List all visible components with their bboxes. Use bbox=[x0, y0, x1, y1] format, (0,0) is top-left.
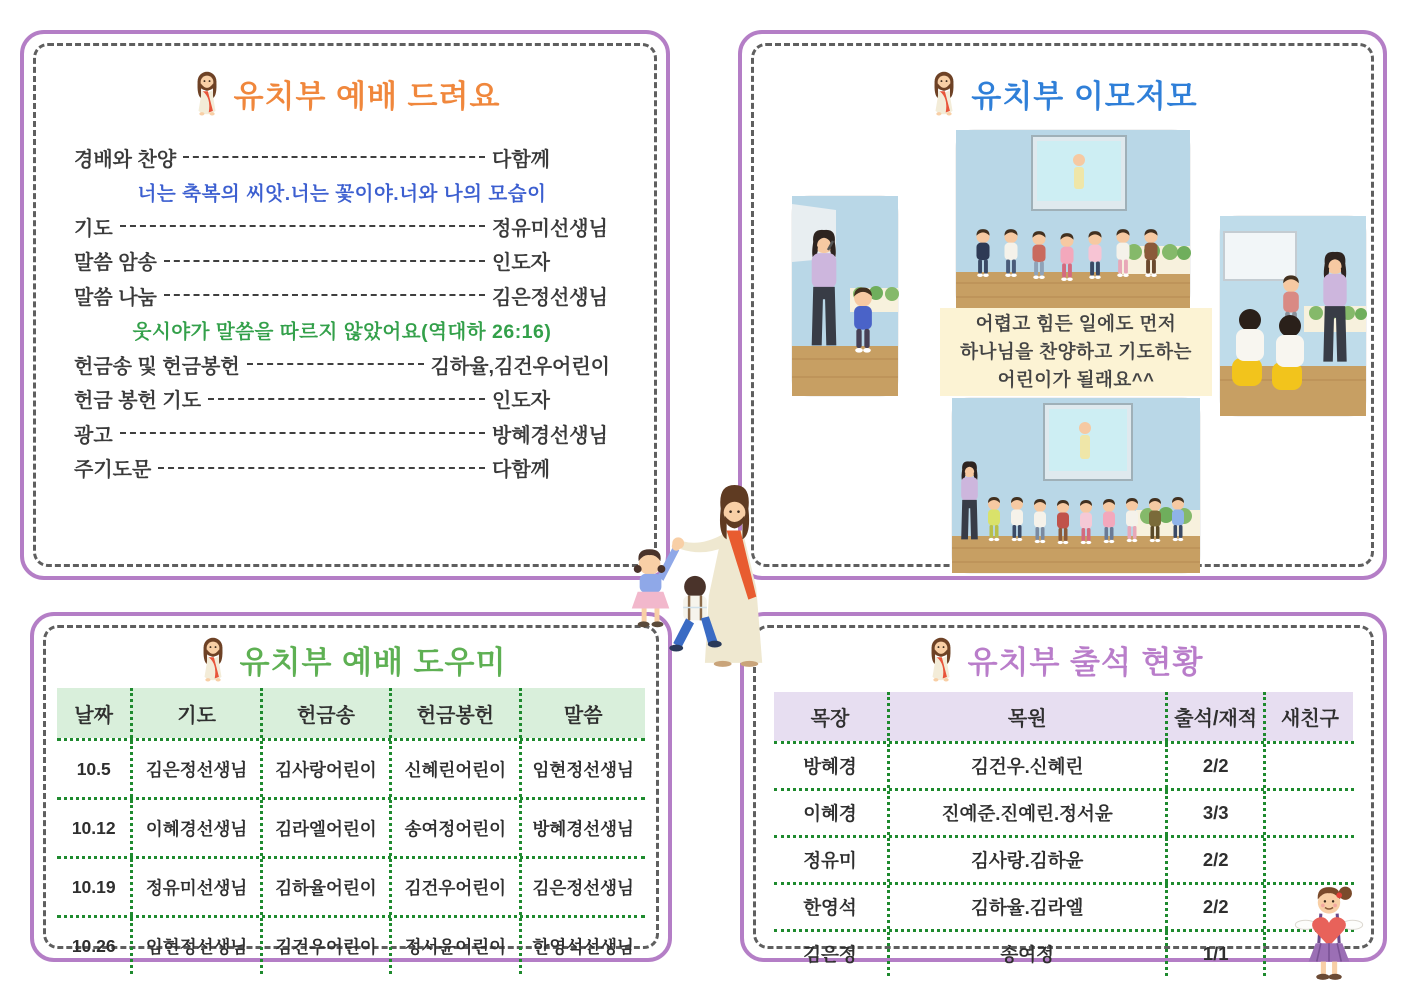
photo-children-singing-row-wide bbox=[952, 398, 1200, 573]
cell: 방혜경선생님 bbox=[532, 818, 634, 839]
cell: 10.12 bbox=[57, 800, 133, 856]
table-row bbox=[57, 859, 645, 918]
attendance-table bbox=[774, 692, 1354, 976]
cell: 김사랑어린이 bbox=[263, 741, 392, 797]
table-row bbox=[774, 744, 1354, 791]
order-item bbox=[74, 382, 610, 417]
cell: 2/2 bbox=[1168, 744, 1267, 788]
cell: 김라엘어린이 bbox=[263, 800, 392, 856]
panel-moments bbox=[738, 30, 1387, 580]
column-header: 목장 bbox=[774, 692, 890, 741]
cell: 김은정 bbox=[774, 932, 890, 976]
dashed-frame bbox=[753, 625, 1374, 965]
cell: 이혜경 bbox=[774, 791, 890, 835]
jesus-icon bbox=[927, 70, 961, 116]
order-item bbox=[74, 278, 610, 313]
song-line: 너는 축복의 씨앗.너는 꽃이야.너와 나의 모습이 bbox=[137, 182, 547, 205]
table-row bbox=[774, 838, 1354, 885]
cell: 송여정 bbox=[890, 932, 1168, 976]
jesus-icon bbox=[924, 636, 958, 682]
cell: 신혜린어린이 bbox=[392, 741, 521, 797]
order-item-label: 헌금송 및 헌금봉헌 bbox=[74, 355, 240, 378]
helpers-table bbox=[57, 688, 645, 974]
column-header: 목원 bbox=[890, 692, 1168, 741]
cell: 10.19 bbox=[57, 859, 133, 915]
order-item-value: 방혜경선생님 bbox=[492, 424, 608, 447]
cell bbox=[1266, 838, 1353, 882]
dash-leader bbox=[208, 398, 485, 400]
cell: 2/2 bbox=[1168, 885, 1267, 929]
order-item-value: 김하율,김건우어린이 bbox=[430, 355, 610, 378]
dashed-frame bbox=[33, 43, 657, 567]
order-item-label: 주기도문 bbox=[74, 459, 152, 482]
cell: 2/2 bbox=[1168, 838, 1267, 882]
cell: 임현정선생님 bbox=[133, 918, 262, 974]
panel-worship-order bbox=[20, 30, 670, 580]
cell: 김은정선생님 bbox=[133, 741, 262, 797]
cell: 김건우어린이 bbox=[263, 918, 392, 974]
table-row bbox=[57, 918, 645, 974]
note-line: 어린이가 될래요^^ bbox=[997, 369, 1155, 390]
dash-leader bbox=[164, 260, 485, 262]
table-row bbox=[774, 885, 1354, 932]
column-header: 헌금봉헌 bbox=[392, 688, 521, 738]
order-item-label: 경배와 찬양 bbox=[74, 148, 177, 171]
cell: 정유미 bbox=[774, 838, 890, 882]
header-row bbox=[57, 688, 645, 741]
panel-helpers bbox=[30, 612, 672, 962]
column-header: 출석/재적 bbox=[1168, 692, 1267, 741]
photo-teacher-with-mic-and-child bbox=[792, 196, 898, 396]
order-item-value: 다함께 bbox=[492, 459, 550, 482]
cell: 김건우어린이 bbox=[392, 859, 521, 915]
order-item-value: 인도자 bbox=[492, 390, 550, 413]
order-item-value: 인도자 bbox=[492, 252, 550, 275]
dashed-frame bbox=[751, 43, 1374, 567]
order-item-label: 말씀 나눔 bbox=[74, 286, 157, 309]
cell: 한영석선생님 bbox=[532, 936, 634, 957]
cell bbox=[1266, 744, 1353, 788]
order-item-value: 김은정선생님 bbox=[492, 286, 608, 309]
dash-leader bbox=[183, 156, 485, 158]
cell: 한영석 bbox=[774, 885, 890, 929]
cell: 정서윤어린이 bbox=[392, 918, 521, 974]
column-header: 새친구 bbox=[1266, 692, 1353, 741]
cell: 1/1 bbox=[1168, 932, 1267, 976]
photo-teacher-children-yellow-chairs bbox=[1220, 216, 1366, 416]
order-item-label: 광고 bbox=[74, 424, 113, 447]
cell: 김건우.신혜린 bbox=[890, 744, 1168, 788]
attendance-title-row bbox=[756, 636, 1371, 682]
order-item bbox=[74, 451, 610, 486]
moments-title-row bbox=[754, 70, 1371, 116]
worship-order-list bbox=[36, 140, 654, 485]
cell: 김은정선생님 bbox=[532, 877, 634, 898]
jesus-icon bbox=[190, 70, 224, 116]
column-header: 말씀 bbox=[522, 688, 645, 738]
cell bbox=[1266, 791, 1353, 835]
girl-holding-heart-clipart bbox=[1293, 882, 1365, 984]
order-item bbox=[74, 416, 610, 451]
cell: 10.26 bbox=[57, 918, 133, 974]
table-row bbox=[57, 741, 645, 800]
order-item bbox=[74, 244, 610, 279]
note-line: 어렵고 힘든 일에도 먼저 bbox=[975, 313, 1177, 334]
cell: 김하율.김라엘 bbox=[890, 885, 1168, 929]
dash-leader bbox=[158, 467, 485, 469]
cell: 진예준.진예린.정서윤 bbox=[890, 791, 1168, 835]
note-box bbox=[940, 308, 1212, 396]
cell: 이혜경선생님 bbox=[133, 800, 262, 856]
table-row bbox=[774, 932, 1354, 976]
order-item bbox=[74, 209, 610, 244]
cell: 10.5 bbox=[57, 741, 133, 797]
worship-title-row bbox=[36, 70, 654, 116]
cell: 송여정어린이 bbox=[392, 800, 521, 856]
cell: 김하율어린이 bbox=[263, 859, 392, 915]
order-item-label: 기도 bbox=[74, 217, 113, 240]
column-header: 날짜 bbox=[57, 688, 133, 738]
verse-line: 웃시야가 말씀을 따르지 않았어요(역대하 26:16) bbox=[132, 320, 552, 343]
note-line: 하나님을 찬양하고 기도하는 bbox=[960, 341, 1192, 362]
panel-attendance bbox=[740, 612, 1387, 965]
order-item-value: 정유미선생님 bbox=[492, 217, 608, 240]
dash-leader bbox=[164, 294, 485, 296]
helpers-title-row bbox=[46, 636, 656, 682]
cell: 방혜경 bbox=[774, 744, 890, 788]
order-item-value: 다함께 bbox=[492, 148, 550, 171]
dash-leader bbox=[120, 432, 485, 434]
helpers-panel-title: 유치부 예배 도우미 bbox=[239, 644, 507, 680]
header-row bbox=[774, 692, 1354, 744]
jesus-icon bbox=[196, 636, 230, 682]
moments-panel-title: 유치부 이모저모 bbox=[971, 78, 1198, 114]
column-header: 헌금송 bbox=[263, 688, 392, 738]
order-item bbox=[74, 347, 610, 382]
dash-leader bbox=[120, 225, 485, 227]
cell: 3/3 bbox=[1168, 791, 1267, 835]
order-item-label: 말씀 암송 bbox=[74, 252, 157, 275]
order-item-label: 헌금 봉헌 기도 bbox=[74, 390, 202, 413]
cell: 정유미선생님 bbox=[133, 859, 262, 915]
dashed-frame bbox=[43, 625, 659, 957]
attendance-panel-title: 유치부 출석 현황 bbox=[967, 644, 1204, 680]
photo-children-singing-row bbox=[956, 130, 1190, 310]
cell: 김사랑.김하윤 bbox=[890, 838, 1168, 882]
cell: 임현정선생님 bbox=[532, 759, 634, 780]
worship-panel-title: 유치부 예배 드려요 bbox=[233, 78, 501, 114]
dash-leader bbox=[247, 363, 424, 365]
table-row bbox=[774, 791, 1354, 838]
table-row bbox=[57, 800, 645, 859]
column-header: 기도 bbox=[133, 688, 262, 738]
jesus-with-children-clipart bbox=[612, 468, 780, 668]
order-item bbox=[74, 140, 610, 175]
